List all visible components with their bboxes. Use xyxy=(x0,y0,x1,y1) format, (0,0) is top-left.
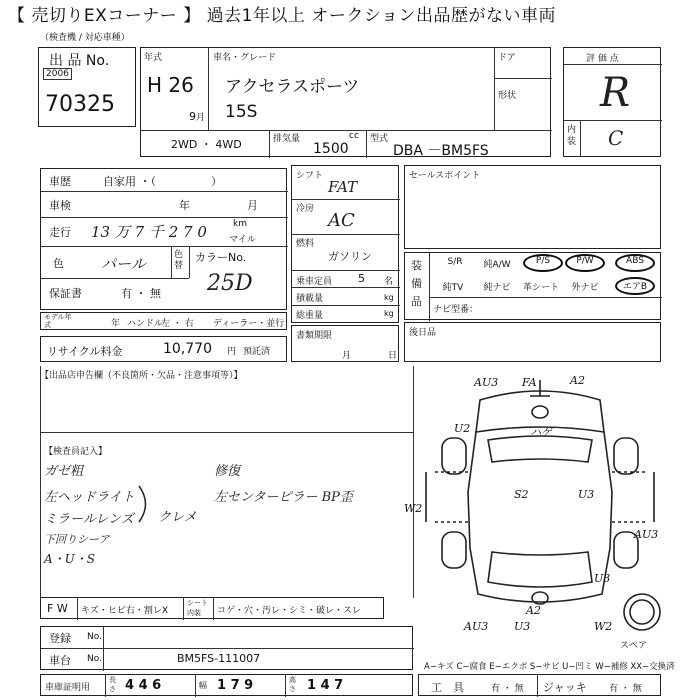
shift-label: シフト xyxy=(296,171,324,181)
month-unit: 月 xyxy=(196,113,206,123)
model-grade: 15S xyxy=(225,102,258,122)
fw-value: キズ・ヒビ右・割レX xyxy=(81,606,168,616)
color-label: 色 xyxy=(53,257,64,270)
height-label: 高さ xyxy=(289,676,296,693)
cert-label: 車庫証明用 xyxy=(45,683,91,693)
displacement-unit: cc xyxy=(349,131,359,141)
inspection-label: 車検 xyxy=(49,199,71,212)
lot-label: 出 品 No. xyxy=(49,53,110,69)
map-label-13: U3 xyxy=(514,620,531,633)
recycle-unit: 円 xyxy=(227,347,237,357)
ac-value: AC xyxy=(328,210,355,231)
capacity-label: 乗車定員 xyxy=(296,277,333,287)
lot-number: 70325 xyxy=(45,92,115,117)
navi-model-label: ナビ型番： xyxy=(433,305,479,315)
color-value: パール xyxy=(101,255,146,273)
map-label-5: ハゲ xyxy=(530,426,552,439)
seat-value: コゲ・穴・汚レ・シミ・破レ・スレ xyxy=(217,606,362,616)
door-label: ドア xyxy=(498,53,516,63)
equip-airbag: エアB xyxy=(615,277,655,295)
seat-label: シート内装 xyxy=(187,599,208,617)
chassis-label: 車台 xyxy=(49,654,71,667)
height-value: 1 4 7 xyxy=(307,678,344,693)
mileage-label: 走行 xyxy=(49,226,71,239)
width-value: 1 7 9 xyxy=(217,678,254,693)
inspector-note-4: 下回りシーア xyxy=(44,533,110,546)
jack-label: ジャッキ xyxy=(543,681,587,694)
tools-value: 有 ・ 無 xyxy=(491,684,524,694)
lot-stamp: 2006 xyxy=(43,68,72,80)
interior-score: C xyxy=(608,126,624,150)
model-year-row xyxy=(40,312,287,330)
recycle-label: リサイクル料金 xyxy=(47,345,123,358)
damage-legend: A−キズ C−腐食 E−エクボ S−サビ U−凹ミ W−補修 XX−交換済 xyxy=(424,662,675,672)
registration-box xyxy=(40,626,413,670)
docs-box xyxy=(291,325,399,362)
detail-table xyxy=(40,168,287,310)
map-label-2: FA xyxy=(522,376,537,389)
shape-label: 形状 xyxy=(498,91,517,101)
year-month: 9 xyxy=(189,110,196,123)
map-label-9: U3 xyxy=(594,572,611,585)
equipment-label: 装備品 xyxy=(411,259,422,308)
map-label-1: AU3 xyxy=(474,376,499,389)
width-label: 幅 xyxy=(199,681,207,690)
mileage-unit-km: km xyxy=(233,219,247,229)
equip-navi: 純ナビ xyxy=(483,283,511,293)
inspector-note-repair: 修復 xyxy=(214,464,241,479)
fw-row xyxy=(40,597,384,619)
warranty-label: 保証書 xyxy=(49,287,82,300)
year-era: H xyxy=(147,73,163,97)
warranty-value: 有 ・ 無 xyxy=(121,287,161,300)
spec-table xyxy=(291,165,399,323)
inspector-note-pillar: 左センターピラー BP歪 xyxy=(214,490,353,505)
chassis-value: BM5FS-111007 xyxy=(177,652,261,665)
capacity-unit: 名 xyxy=(384,277,394,287)
rating-box xyxy=(563,47,661,157)
registration-no: No. xyxy=(87,632,102,642)
bracket-mark xyxy=(136,484,156,524)
inspection-month: 月 xyxy=(247,199,258,212)
fw-label: F W xyxy=(47,602,68,615)
map-label-4: U2 xyxy=(454,422,471,435)
map-label-3: A2 xyxy=(570,374,585,387)
sub-note: （検査機 / 対応車種） xyxy=(40,33,130,43)
displacement-label: 排気量 xyxy=(273,134,301,144)
mileage-unit-mile: マイル xyxy=(229,235,256,245)
color-code-label: カラーNo. xyxy=(195,251,247,264)
map-label-11: A2 xyxy=(526,604,541,617)
inspector-label: 【検査員記入】 xyxy=(44,447,108,457)
map-label-12: AU3 xyxy=(464,620,489,633)
ac-label: 冷房 xyxy=(296,204,315,214)
history-label: 車歴 xyxy=(49,175,71,188)
load-unit: kg xyxy=(384,293,394,302)
inspector-note-2: 左ヘッドライト xyxy=(44,490,135,505)
memo-label: 後日品 xyxy=(409,328,437,338)
sales-point-label: セールスポイント xyxy=(409,171,481,181)
interior-label: 内装 xyxy=(567,125,577,147)
color-code: 25D xyxy=(207,271,253,296)
recycle-note: 預託済 xyxy=(243,347,271,357)
vehicle-box xyxy=(140,47,551,157)
handle-label: ハンドル xyxy=(127,319,164,329)
jack-value: 有 ・ 無 xyxy=(609,684,642,694)
chassis-no: No. xyxy=(87,654,102,664)
seller-note-label: 【出品店申告欄（不良箇所・欠品・注意事項等）】 xyxy=(40,371,243,381)
color-change-label: 色替 xyxy=(174,250,184,271)
docs-day: 日 xyxy=(388,351,398,361)
car-diagram xyxy=(404,372,662,640)
shift-value: FAT xyxy=(328,178,358,196)
model-year-year: 年 xyxy=(111,319,121,329)
map-label-14: W2 xyxy=(594,620,613,633)
drive-type: 2WD ・ 4WD xyxy=(171,138,242,151)
type-label: 型式 xyxy=(370,134,389,144)
equip-ps: P/S xyxy=(523,254,563,272)
length-label: 長さ xyxy=(109,676,116,693)
tools-row xyxy=(418,674,661,696)
weight-label: 総重量 xyxy=(296,311,324,321)
tools-label: 工 具 xyxy=(431,681,464,694)
cert-row xyxy=(40,674,413,696)
load-label: 積載量 xyxy=(296,294,324,304)
rating-score: R xyxy=(600,70,631,116)
docs-unit: 月 xyxy=(342,351,352,361)
year-label: 年式 xyxy=(144,53,163,63)
equip-abs: ABS xyxy=(615,254,655,272)
lot-box xyxy=(38,47,136,127)
inspection-year: 年 xyxy=(179,199,190,212)
equip-pw: P/W xyxy=(565,254,605,272)
year-value: 26 xyxy=(168,73,194,97)
history-value: 自家用 ・（ ） xyxy=(103,175,222,188)
docs-label: 書類期限 xyxy=(296,331,333,341)
model-name: アクセラスポーツ xyxy=(225,77,360,97)
map-label-7: S2 xyxy=(514,488,529,501)
banner-title: 【 売切りEXコーナー 】 過去1年以上 オークション出品歴がない車両 xyxy=(8,6,556,26)
equip-ext-navi: 外ナビ xyxy=(571,283,599,293)
map-label-8: U3 xyxy=(578,488,595,501)
fuel-value: ガソリン xyxy=(328,250,372,263)
map-label-10: AU3 xyxy=(634,528,659,541)
mileage-value: 13 万 7 千 2 7 0 xyxy=(91,223,207,241)
model-label: 車名・グレード xyxy=(213,53,277,63)
inspector-note-3: ミラールレンズ xyxy=(44,512,134,527)
weight-unit: kg xyxy=(384,309,394,318)
type-value: DBA －BM5FS xyxy=(393,143,489,159)
spare-label: スペア xyxy=(620,641,648,651)
map-label-6: W2 xyxy=(404,502,423,515)
recycle-row xyxy=(40,336,287,362)
rating-label: 評 価 点 xyxy=(586,54,619,64)
capacity-value: 5 xyxy=(358,272,365,285)
registration-label: 登録 xyxy=(49,632,71,645)
model-year-label: モデル年式 xyxy=(44,313,72,329)
sales-point-box xyxy=(404,165,661,249)
recycle-value: 10,770 xyxy=(163,341,212,357)
handle-value: 左 ・ 右 xyxy=(161,319,194,329)
length-value: 4 4 6 xyxy=(125,678,162,693)
inspector-bracket-note: クレメ xyxy=(158,510,197,525)
memo-box xyxy=(404,322,661,362)
inspector-note-5: A・U・S xyxy=(44,552,96,566)
equip-leather: 革シート xyxy=(522,283,559,293)
equip-tv: 純TV xyxy=(442,283,464,293)
inspector-note-1: ガゼ粗 xyxy=(44,464,84,479)
fuel-label: 燃料 xyxy=(296,239,315,249)
dealer-value: ディーラー・並行 xyxy=(213,319,285,329)
equipment-box xyxy=(404,252,661,320)
displacement-value: 1500 xyxy=(313,141,349,157)
equip-sr: S/R xyxy=(447,257,463,267)
equip-alloy: 純A/W xyxy=(483,260,511,270)
